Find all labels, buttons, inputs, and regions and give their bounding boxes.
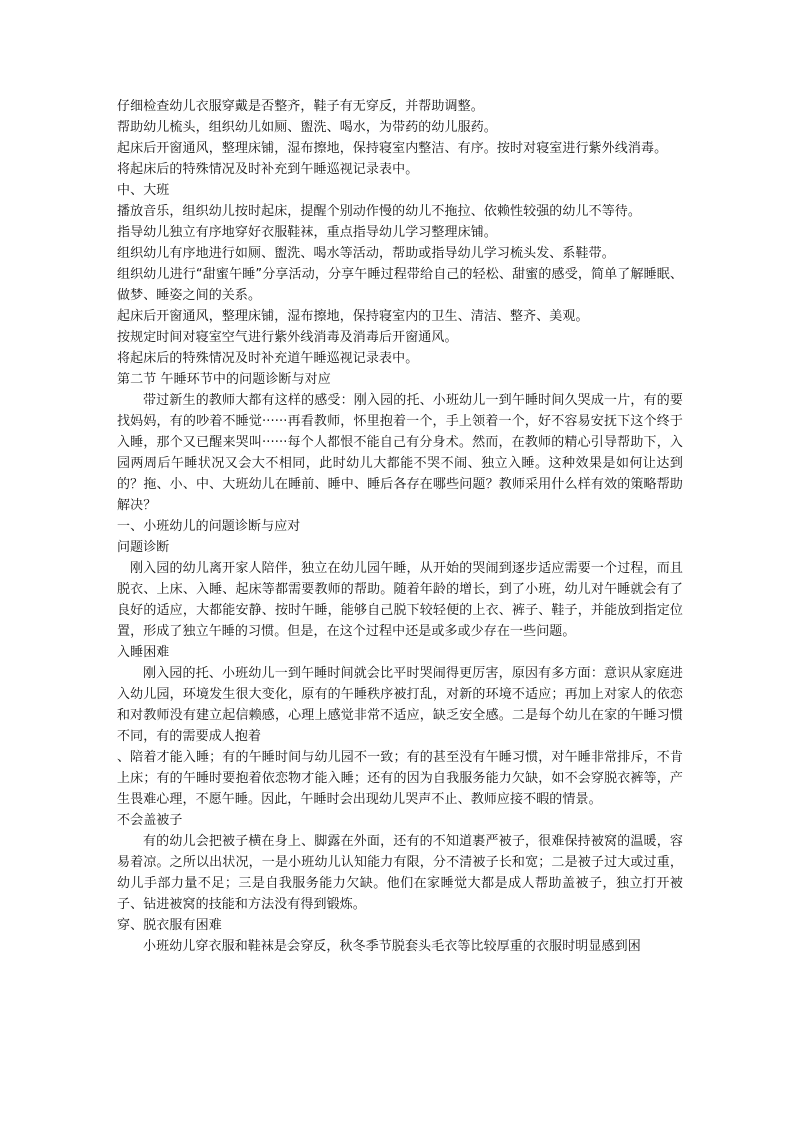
paragraph: 刚入园的幼儿离开家人陪伴，独立在幼儿园午睡，从开始的哭闹到逐步适应需要一个过程，而且脱衣、上床、入睡、起床等都需要教师的帮助。随着年龄的增长，到了小班，幼儿对午睡就会有了良好的适应，大都能安静、按时午睡，能够自己脱下较轻便的上衣、裤子、鞋子，并能放到指定位置，形成了独立午睡的习惯。但是，在这个过程中还是或多或少存在一些问题。 bbox=[117, 561, 683, 639]
subsection-heading: 穿、脱衣服有困难 bbox=[117, 918, 222, 933]
paragraph: 组织幼儿有序地进行如厕、盥洗、喝水等活动，帮助或指导幼儿学习梳头发、系鞋带。 bbox=[117, 246, 615, 261]
paragraph: 有的幼儿会把被子横在身上、脚露在外面，还有的不知道裹严被子，很难保持被窝的温暖，容易着凉。之所以出状况，一是小班幼儿认知能力有限，分不清被子长和宽；二是被子过大或过重，幼儿手部力量不足；三是自我服务能力欠缺。他们在家睡觉大都是成人帮助盖被子，独立打开被子、钻进被窝的技能和方法没有得到锻炼。 bbox=[117, 834, 683, 912]
paragraph: 起床后开窗通风，整理床铺，湿布擦地，保持寝室内的卫生、清洁、整齐、美观。 bbox=[117, 309, 589, 324]
subsection-heading: 不会盖被子 bbox=[117, 813, 183, 828]
document-body bbox=[117, 96, 683, 957]
paragraph: 组织幼儿进行“甜蜜午睡”分享活动，分享午睡过程带给自己的轻松、甜蜜的感受，简单了解睡眠、做梦、睡姿之间的关系。 bbox=[117, 267, 683, 303]
subsection-heading: 入睡困难 bbox=[117, 645, 170, 660]
paragraph: 刚入园的托、小班幼儿一到午睡时间就会比平时哭闹得更厉害，原因有多方面：意识从家庭进入幼儿园，环境发生很大变化，原有的午睡秩序被打乱，对新的环境不适应；再加上对家人的依恋和对教师没有建立起信赖感，心理上感觉非常不适应，缺乏安全感。二是每个幼儿在家的午睡习惯不同，有的需要成人抱着 bbox=[117, 666, 683, 744]
subsection-heading: 问题诊断 bbox=[117, 540, 170, 555]
paragraph: 指导幼儿独立有序地穿好衣服鞋袜，重点指导幼儿学习整理床铺。 bbox=[117, 225, 497, 240]
paragraph: 将起床后的特殊情况及时补充道午睡巡视记录表中。 bbox=[117, 351, 419, 366]
paragraph: 、陪着才能入睡；有的午睡时间与幼儿园不一致；有的甚至没有午睡习惯，对午睡非常排斥，不肯上床；有的午睡时要抱着依恋物才能入睡；还有的因为自我服务能力欠缺，如不会穿脱衣裤等，产生畏难心理，不愿午睡。因此，午睡时会出现幼儿哭声不止、教师应接不暇的情景。 bbox=[117, 750, 683, 807]
paragraph: 小班幼儿穿衣服和鞋袜是会穿反，秋冬季节脱套头毛衣等比较厚重的衣服时明显感到困 bbox=[143, 939, 641, 954]
section-heading: 中、大班 bbox=[117, 183, 170, 198]
paragraph: 帮助幼儿梳头，组织幼儿如厕、盥洗、喝水，为带药的幼儿服药。 bbox=[117, 120, 497, 135]
paragraph: 播放音乐，组织幼儿按时起床，提醒个别动作慢的幼儿不拖拉、依赖性较强的幼儿不等待。 bbox=[117, 204, 642, 219]
paragraph: 起床后开窗通风，整理床铺，湿布擦地，保持寝室内整洁、有序。按时对寝室进行紫外线消毒。 bbox=[117, 141, 668, 156]
section-heading: 第二节 午睡环节中的问题诊断与对应 bbox=[117, 372, 331, 387]
paragraph: 按规定时间对寝室空气进行紫外线消毒及消毒后开窗通风。 bbox=[117, 330, 458, 345]
paragraph: 仔细检查幼儿衣服穿戴是否整齐，鞋子有无穿反，并帮助调整。 bbox=[117, 99, 484, 114]
paragraph: 将起床后的特殊情况及时补充到午睡巡视记录表中。 bbox=[117, 162, 419, 177]
section-heading: 一、小班幼儿的问题诊断与应对 bbox=[117, 519, 301, 534]
paragraph: 带过新生的教师大都有这样的感受：刚入园的托、小班幼儿一到午睡时间久哭成一片，有的要找妈妈，有的吵着不睡觉······再看教师，怀里抱着一个，手上领着一个，好不容易安抚下这个终于入睡，那个又已醒来哭叫······每个人都恨不能自己有分身术。然而，在教师的精心引导帮助下，入园两周后午睡状况又会大不相同，此时幼儿大都能不哭不闹、独立入睡。这种效果是如何让达到的？拖、小、中、大班幼儿在睡前、睡中、睡后各存在哪些问题？教师采用什么样有效的策略帮助解决？ bbox=[117, 393, 683, 513]
